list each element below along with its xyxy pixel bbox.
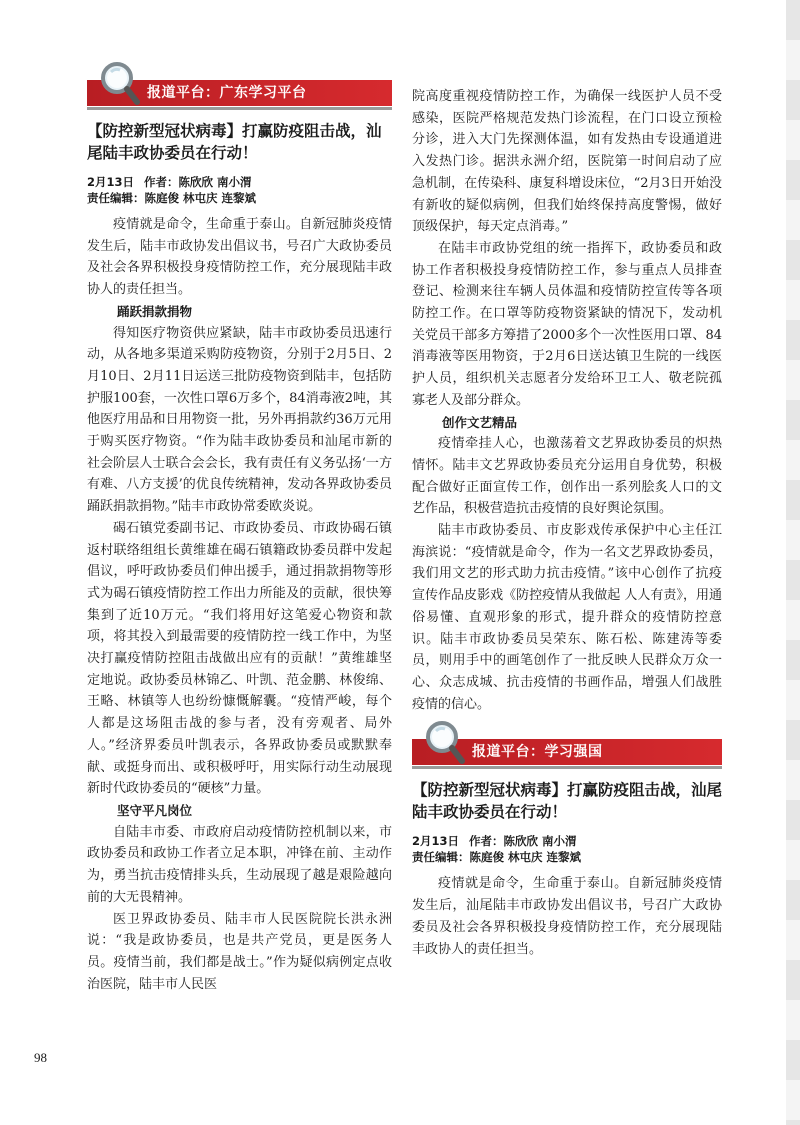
section-heading: 踊跃捐款捐物: [117, 303, 193, 319]
paragraph: 疫情就是命令，生命重于泰山。自新冠肺炎疫情发生后，陆丰市政协发出倡议书，号召广大政协委员及社会各界积极投身疫情防控工作，充分展现陆丰政协人的责任担当。: [87, 217, 392, 298]
platform-banner-guangdong: [87, 60, 392, 110]
paragraph: 疫情牵挂人心，也激荡着文艺界政协委员的炽热情怀。陆丰文艺界政协委员充分运用自身优势，积极配合做好正面宣传工作，创作出一系列脍炙人口的文艺作品，积极营造抗击疫情的良好舆论氛围。: [412, 436, 722, 517]
article-headline: 【防控新型冠状病毒】打赢防疫阻击战，汕尾陆丰政协委员在行动！: [412, 781, 723, 822]
meta-date: 2月13日: [412, 834, 460, 849]
platform-label: 报道平台：广东学习平台: [147, 85, 307, 101]
meta-author: 作者：陈欣欣 南小渭: [144, 175, 252, 189]
paragraph: 陆丰市政协委员、市皮影戏传承保护中心主任江海滨说：“疫情就是命令，作为一名文艺界政协委员，我们用文艺的形式助力抗击疫情。”该中心创作了抗疫宣传作品皮影戏《防控疫情从我做起 人人有责》，用通俗易懂、直观形象的形式，提升群众的疫情防控意识。陆丰市政协委员吴荣东、陈石松、陈建涛等委员，则用手中的画笔创作了一批反映人民群众万众一心、众志成城、抗击疫情的书画作品，增强人们战胜疫情的信心。: [412, 523, 722, 712]
page-number: 98: [34, 1050, 47, 1065]
section-heading: 坚守平凡岗位: [117, 802, 193, 818]
left-column: [87, 60, 392, 995]
magnifier-icon: [97, 60, 143, 106]
paragraph: 得知医疗物资供应紧缺，陆丰市政协委员迅速行动，从各地多渠道采购防疫物资，分别于2月5日、2月10日、2月11日运送三批防疫物资到陆丰，包括防护服100套，一次性口罩6万多个，84消毒液2吨，其他医疗用品和日用物资一批，另外再捐款约36万元用于购买医疗物资。“作为陆丰政协委员和汕尾市新的社会阶层人士联合会会长，我有责任有义务弘扬‘一方有难、八方支援’的优良传统精神，发动各界政协委员踊跃捐款捐物。”陆丰市政协常委欧炎说。: [87, 325, 392, 515]
article-meta: [412, 833, 722, 865]
meta-date-author: [87, 174, 392, 190]
paragraph: 自陆丰市委、市政府启动疫情防控机制以来，市政协委员和政协工作者立足本职，冲锋在前、主动作为，勇当抗击疫情排头兵，生动展现了越是艰险越向前的大无畏精神。: [87, 824, 392, 905]
section-heading: 创作文艺精品: [442, 414, 518, 430]
meta-editors: 责任编辑：陈庭俊 林屯庆 连黎斌: [412, 850, 582, 865]
platform-label: 报道平台：学习强国: [472, 744, 603, 761]
article-body: [412, 873, 722, 960]
magnifier-icon: [422, 719, 468, 765]
article-meta: [87, 174, 392, 206]
paragraph: 在陆丰市政协党组的统一指挥下，政协委员和政协工作者积极投身疫情防控工作，参与重点人员排查登记、检测来往车辆人员体温和疫情防控宣传等各项防控工作。在口罩等防疫物资紧缺的情况下，发动机关党员干部多方筹措了2000多个一次性医用口罩、84消毒液等医用物资，于2月6日送达镇卫生院的一线医护人员，组织机关志愿者分发给环卫工人、敬老院孤寡老人及部分群众。: [412, 240, 722, 408]
meta-editors: 责任编辑：陈庭俊 林屯庆 连黎斌: [87, 191, 257, 205]
paragraph: 医卫界政协委员、陆丰市人民医院院长洪永洲说：“我是政协委员，也是共产党员，更是医务人员。疫情当前，我们都是战士。”作为疑似病例定点收治医院，陆丰市人民医: [87, 911, 392, 992]
paragraph: 疫情就是命令，生命重于泰山。自新冠肺炎疫情发生后，汕尾陆丰市政协发出倡议书，号召广大政协委员及社会各界积极投身疫情防控工作，充分展现陆丰政协人的责任担当。: [412, 876, 722, 957]
meta-date-author: [412, 833, 722, 849]
article-body: [87, 214, 392, 995]
page-edge-strip: [786, 0, 800, 1125]
meta-date: 2月13日: [87, 175, 135, 189]
paragraph: 院高度重视疫情防控工作，为确保一线医护人员不受感染，医院严格规范发热门诊流程，在门口设立预检分诊，进入大门先探测体温，如有发热由专设通道进入发热门诊。据洪永洲介绍，医院第一时间启动了应急机制，在传染科、康复科增设床位，“2月3日开始没有新收的疑似病例，但我们始终保持高度警惕，做好顶级保护，每天定点消毒。”: [412, 89, 722, 235]
meta-author: 作者：陈欣欣 南小渭: [469, 834, 577, 849]
article-headline: 【防控新型冠状病毒】打赢防疫阻击战，汕尾陆丰政协委员在行动！: [87, 122, 382, 162]
article-body-continued: [412, 86, 722, 715]
platform-banner-xuexi: [412, 719, 722, 769]
paragraph: 碣石镇党委副书记、市政协委员、市政协碣石镇返村联络组组长黄维雄在碣石镇籍政协委员群中发起倡议，呼吁政协委员们伸出援手，通过捐款捐物等形式为碣石镇疫情防控工作出力所能及的贡献，很快筹集到了近10万元。“我们将用好这笔爱心物资和款项，将其投入到最需要的疫情防控一线工作中，为坚决打赢疫情防控阻击战做出应有的贡献！”黄维雄坚定地说。政协委员林锦乙、叶凯、范金鹏、林俊绵、王略、林镇等人也纷纷慷慨解囊。“疫情严峻，每个人都是这场阻击战的参与者，没有旁观者、局外人。”经济界委员叶凯表示，各界政协委员或默默奉献、或挺身而出、或积极呼吁，用实际行动生动展现新时代政协委员的“硬核”力量。: [87, 520, 392, 797]
right-column: [412, 86, 722, 960]
